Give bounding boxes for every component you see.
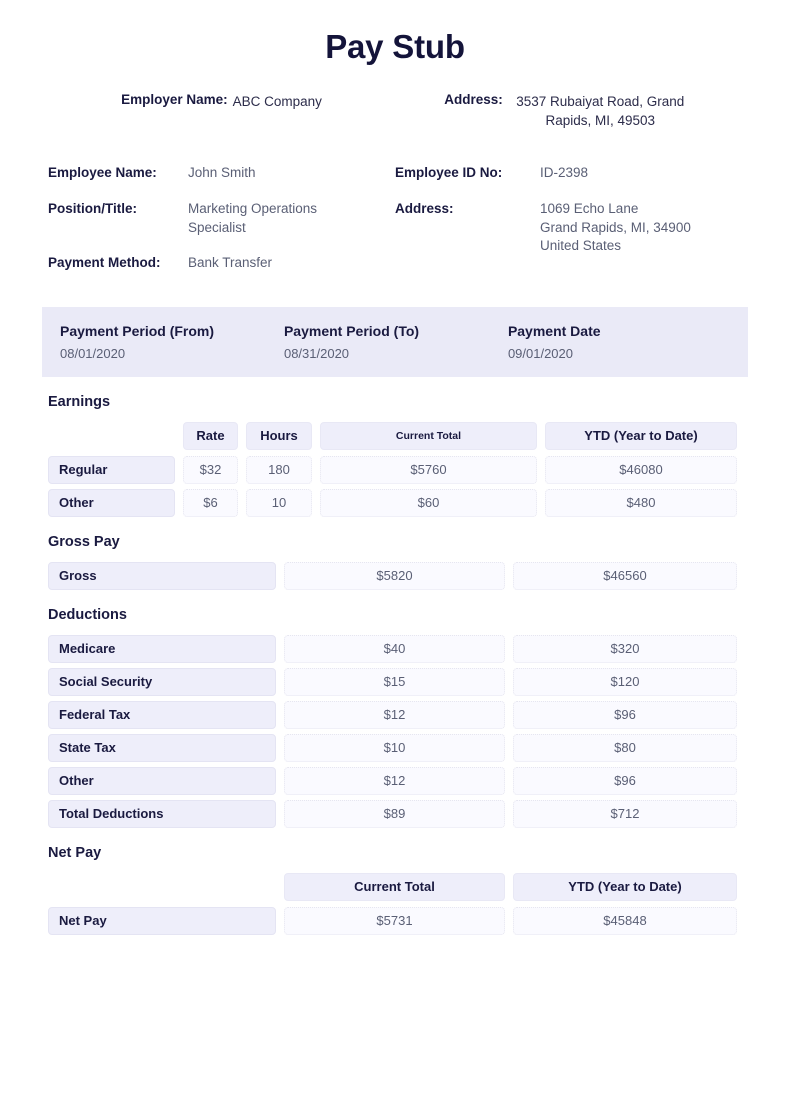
earnings-section-title: Earnings <box>48 393 111 410</box>
employer-name-group <box>48 92 395 130</box>
page-title: Pay Stub <box>325 28 465 65</box>
deduction-row-current: $12 <box>284 767 505 795</box>
net-pay-row-name: Net Pay <box>48 907 276 935</box>
employee-details-right <box>395 164 742 273</box>
deduction-row-current: $15 <box>284 668 505 696</box>
earnings-header-hours: Hours <box>246 422 312 450</box>
deduction-row-ytd: $712 <box>513 800 737 828</box>
payment-period-from <box>60 323 284 361</box>
earnings-header-current-total: Current Total <box>320 422 537 450</box>
table-row <box>48 456 737 484</box>
earnings-table <box>0 422 790 517</box>
deduction-row-name: Federal Tax <box>48 701 276 729</box>
table-row <box>48 635 737 663</box>
payment-date-value: 09/01/2020 <box>507 345 574 361</box>
payment-period-from-label: Payment Period (From) <box>60 322 215 339</box>
earnings-header-spacer <box>48 422 175 450</box>
earnings-row-current: $60 <box>320 489 537 517</box>
deduction-row-ytd: $96 <box>513 701 737 729</box>
earnings-row-ytd: $46080 <box>545 456 737 484</box>
earnings-row-hours: 180 <box>246 456 312 484</box>
employee-address-line-1: 1069 Echo Lane <box>540 200 639 216</box>
employee-address-row <box>395 200 742 256</box>
employee-address-line-2: Grand Rapids, MI, 34900 <box>540 219 691 235</box>
net-pay-header-current-total: Current Total <box>284 873 505 901</box>
employer-name-label: Employer Name: <box>121 92 228 107</box>
net-pay-row-ytd: $45848 <box>513 907 737 935</box>
table-row <box>48 562 737 590</box>
earnings-row-rate: $32 <box>183 456 238 484</box>
net-pay-table <box>0 873 790 935</box>
table-row <box>48 907 737 935</box>
employer-address-group <box>395 92 742 130</box>
gross-pay-row-ytd: $46560 <box>513 562 737 590</box>
deductions-section-title: Deductions <box>48 606 127 623</box>
net-pay-section-title: Net Pay <box>48 844 102 861</box>
deduction-row-name: Total Deductions <box>48 800 276 828</box>
gross-pay-section-title: Gross Pay <box>48 533 120 550</box>
table-row <box>48 734 737 762</box>
employee-id-label: Employee ID No: <box>395 165 503 181</box>
employee-name-label: Employee Name: <box>48 165 157 181</box>
employee-id-value: ID-2398 <box>540 165 589 181</box>
payment-period-to-label: Payment Period (To) <box>283 322 420 339</box>
deduction-row-ytd: $320 <box>513 635 737 663</box>
employee-payment-method-value: Bank Transfer <box>188 255 273 271</box>
employee-name-value: John Smith <box>188 165 256 181</box>
earnings-row-current: $5760 <box>320 456 537 484</box>
table-row <box>48 489 737 517</box>
deduction-row-ytd: $120 <box>513 668 737 696</box>
gross-pay-table <box>0 562 790 590</box>
earnings-row-name: Regular <box>48 456 175 484</box>
deduction-row-name: Medicare <box>48 635 276 663</box>
earnings-header-rate: Rate <box>183 422 238 450</box>
earnings-row-hours: 10 <box>246 489 312 517</box>
employee-details <box>0 164 790 273</box>
payment-period-from-value: 08/01/2020 <box>60 345 126 361</box>
employee-address-value <box>540 200 691 256</box>
employee-details-left <box>48 164 395 273</box>
deduction-row-name: State Tax <box>48 734 276 762</box>
employee-position-label: Position/Title: <box>48 200 138 216</box>
employee-name-row <box>48 164 395 183</box>
deduction-row-ytd: $80 <box>513 734 737 762</box>
gross-pay-row-name: Gross <box>48 562 276 590</box>
earnings-row-ytd: $480 <box>545 489 737 517</box>
deductions-table <box>0 635 790 828</box>
table-row <box>48 767 737 795</box>
earnings-row-rate: $6 <box>183 489 238 517</box>
employer-address-value: 3537 Rubaiyat Road, Grand Rapids, MI, 49503 <box>516 94 685 129</box>
payment-period-to-value: 08/31/2020 <box>283 345 350 361</box>
employee-id-row <box>395 164 742 183</box>
table-row <box>48 800 737 828</box>
employee-payment-method-label: Payment Method: <box>48 255 161 271</box>
employer-info <box>0 92 790 130</box>
deduction-row-name: Social Security <box>48 668 276 696</box>
deduction-row-current: $89 <box>284 800 505 828</box>
deduction-row-ytd: $96 <box>513 767 737 795</box>
net-pay-header-ytd: YTD (Year to Date) <box>513 873 737 901</box>
employee-address-line-3: United States <box>540 238 622 254</box>
payment-date-label: Payment Date <box>507 322 601 339</box>
employee-address-label: Address: <box>395 200 454 216</box>
employer-name-value: ABC Company <box>232 94 322 109</box>
deduction-row-current: $12 <box>284 701 505 729</box>
gross-pay-row-current: $5820 <box>284 562 505 590</box>
employee-payment-method-row <box>48 254 395 273</box>
employee-position-row <box>48 200 395 237</box>
payment-period-band <box>42 307 748 377</box>
earnings-row-name: Other <box>48 489 175 517</box>
employer-address-label: Address: <box>444 92 503 107</box>
deduction-row-current: $40 <box>284 635 505 663</box>
deduction-row-current: $10 <box>284 734 505 762</box>
earnings-header-ytd: YTD (Year to Date) <box>545 422 737 450</box>
table-row <box>48 668 737 696</box>
net-pay-header-spacer <box>48 873 276 901</box>
net-pay-row-current: $5731 <box>284 907 505 935</box>
payment-date <box>508 323 732 361</box>
earnings-header-row <box>48 422 737 450</box>
payment-period-to <box>284 323 508 361</box>
employee-position-value: Marketing Operations Specialist <box>188 200 318 235</box>
table-row <box>48 701 737 729</box>
net-pay-header-row <box>48 873 737 901</box>
deduction-row-name: Other <box>48 767 276 795</box>
